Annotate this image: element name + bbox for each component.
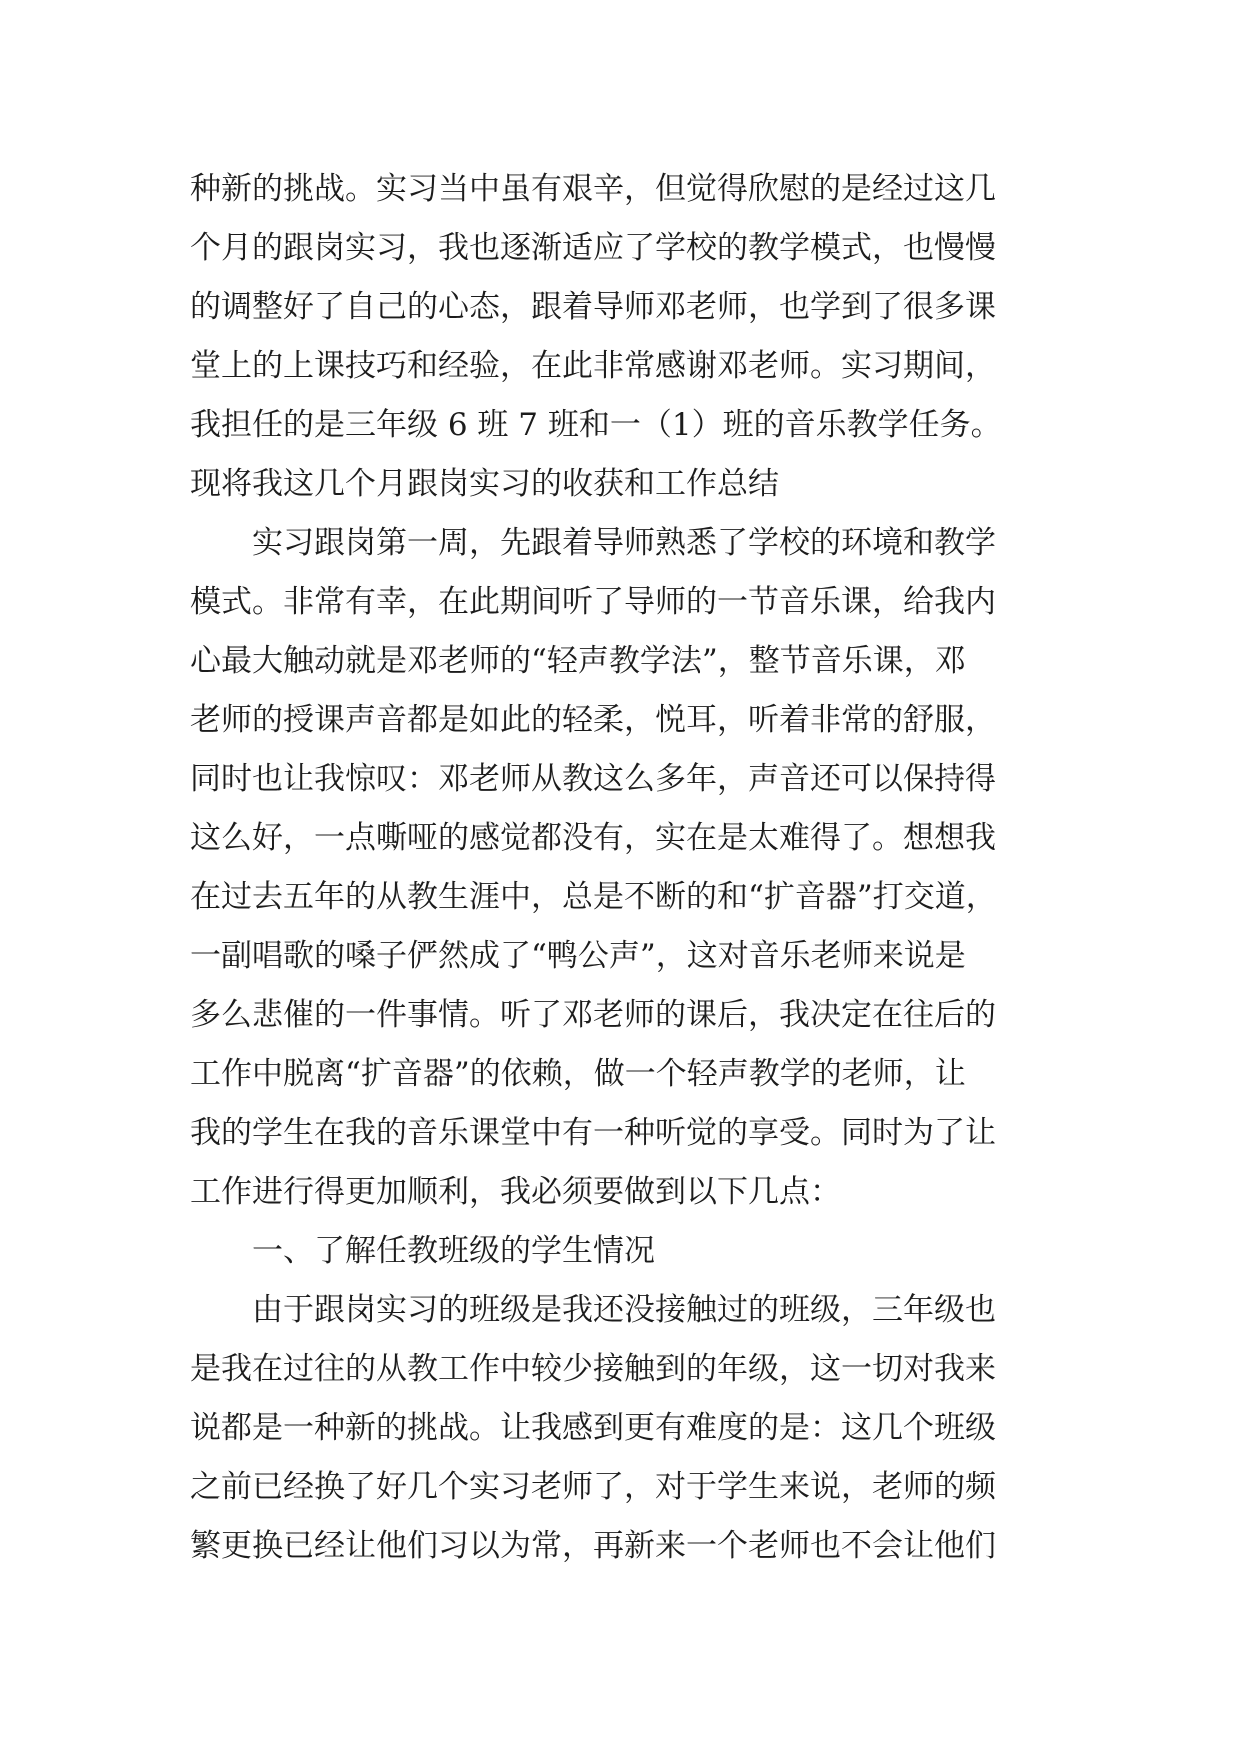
text-line: 我的学生在我的音乐课堂中有一种听觉的享受。同时为了让 xyxy=(190,1115,996,1151)
text-line: 堂上的上课技巧和经验，在此非常感谢邓老师。实习期间， xyxy=(190,348,996,384)
text-line: 种新的挑战。实习当中虽有艰辛，但觉得欣慰的是经过这几 xyxy=(190,171,996,207)
text-line: 现将我这几个月跟岗实习的收获和工作总结 xyxy=(190,466,779,502)
text-line: 之前已经换了好几个实习老师了，对于学生来说，老师的频 xyxy=(190,1469,996,1505)
text-line: 多么悲催的一件事情。听了邓老师的课后，我决定在往后的 xyxy=(190,997,996,1033)
text-line: 个月的跟岗实习，我也逐渐适应了学校的教学模式，也慢慢 xyxy=(190,230,996,266)
text-line: 是我在过往的从教工作中较少接触到的年级，这一切对我来 xyxy=(190,1351,996,1387)
text-line: 心最大触动就是邓老师的“轻声教学法”，整节音乐课，邓 xyxy=(190,643,966,679)
text-line: 繁更换已经让他们习以为常，再新来一个老师也不会让他们 xyxy=(190,1528,996,1564)
text-line: 说都是一种新的挑战。让我感到更有难度的是：这几个班级 xyxy=(190,1410,996,1446)
text-line: 模式。非常有幸，在此期间听了导师的一节音乐课，给我内 xyxy=(190,584,996,620)
text-line: 工作进行得更加顺利，我必须要做到以下几点： xyxy=(190,1174,841,1210)
text-line: 同时也让我惊叹：邓老师从教这么多年，声音还可以保持得 xyxy=(190,761,996,797)
text-line: 这么好，一点嘶哑的感觉都没有，实在是太难得了。想想我 xyxy=(190,820,996,856)
text-line: 由于跟岗实习的班级是我还没接触过的班级，三年级也 xyxy=(252,1292,996,1328)
text-line: 实习跟岗第一周，先跟着导师熟悉了学校的环境和教学 xyxy=(252,525,996,561)
text-line: 老师的授课声音都是如此的轻柔，悦耳，听着非常的舒服， xyxy=(190,702,996,738)
text-line: 工作中脱离“扩音器”的依赖，做一个轻声教学的老师，让 xyxy=(190,1056,966,1092)
text-line: 我担任的是三年级 6 班 7 班和一（1）班的音乐教学任务。 xyxy=(190,407,1002,443)
text-line: 一副唱歌的嗓子俨然成了“鸭公声”，这对音乐老师来说是 xyxy=(190,938,966,974)
document-body xyxy=(190,160,1062,1576)
text-line: 在过去五年的从教生涯中，总是不断的和“扩音器”打交道， xyxy=(190,879,997,915)
text-line: 的调整好了自己的心态，跟着导师邓老师，也学到了很多课 xyxy=(190,289,996,325)
section-heading: 一、了解任教班级的学生情况 xyxy=(252,1233,655,1269)
